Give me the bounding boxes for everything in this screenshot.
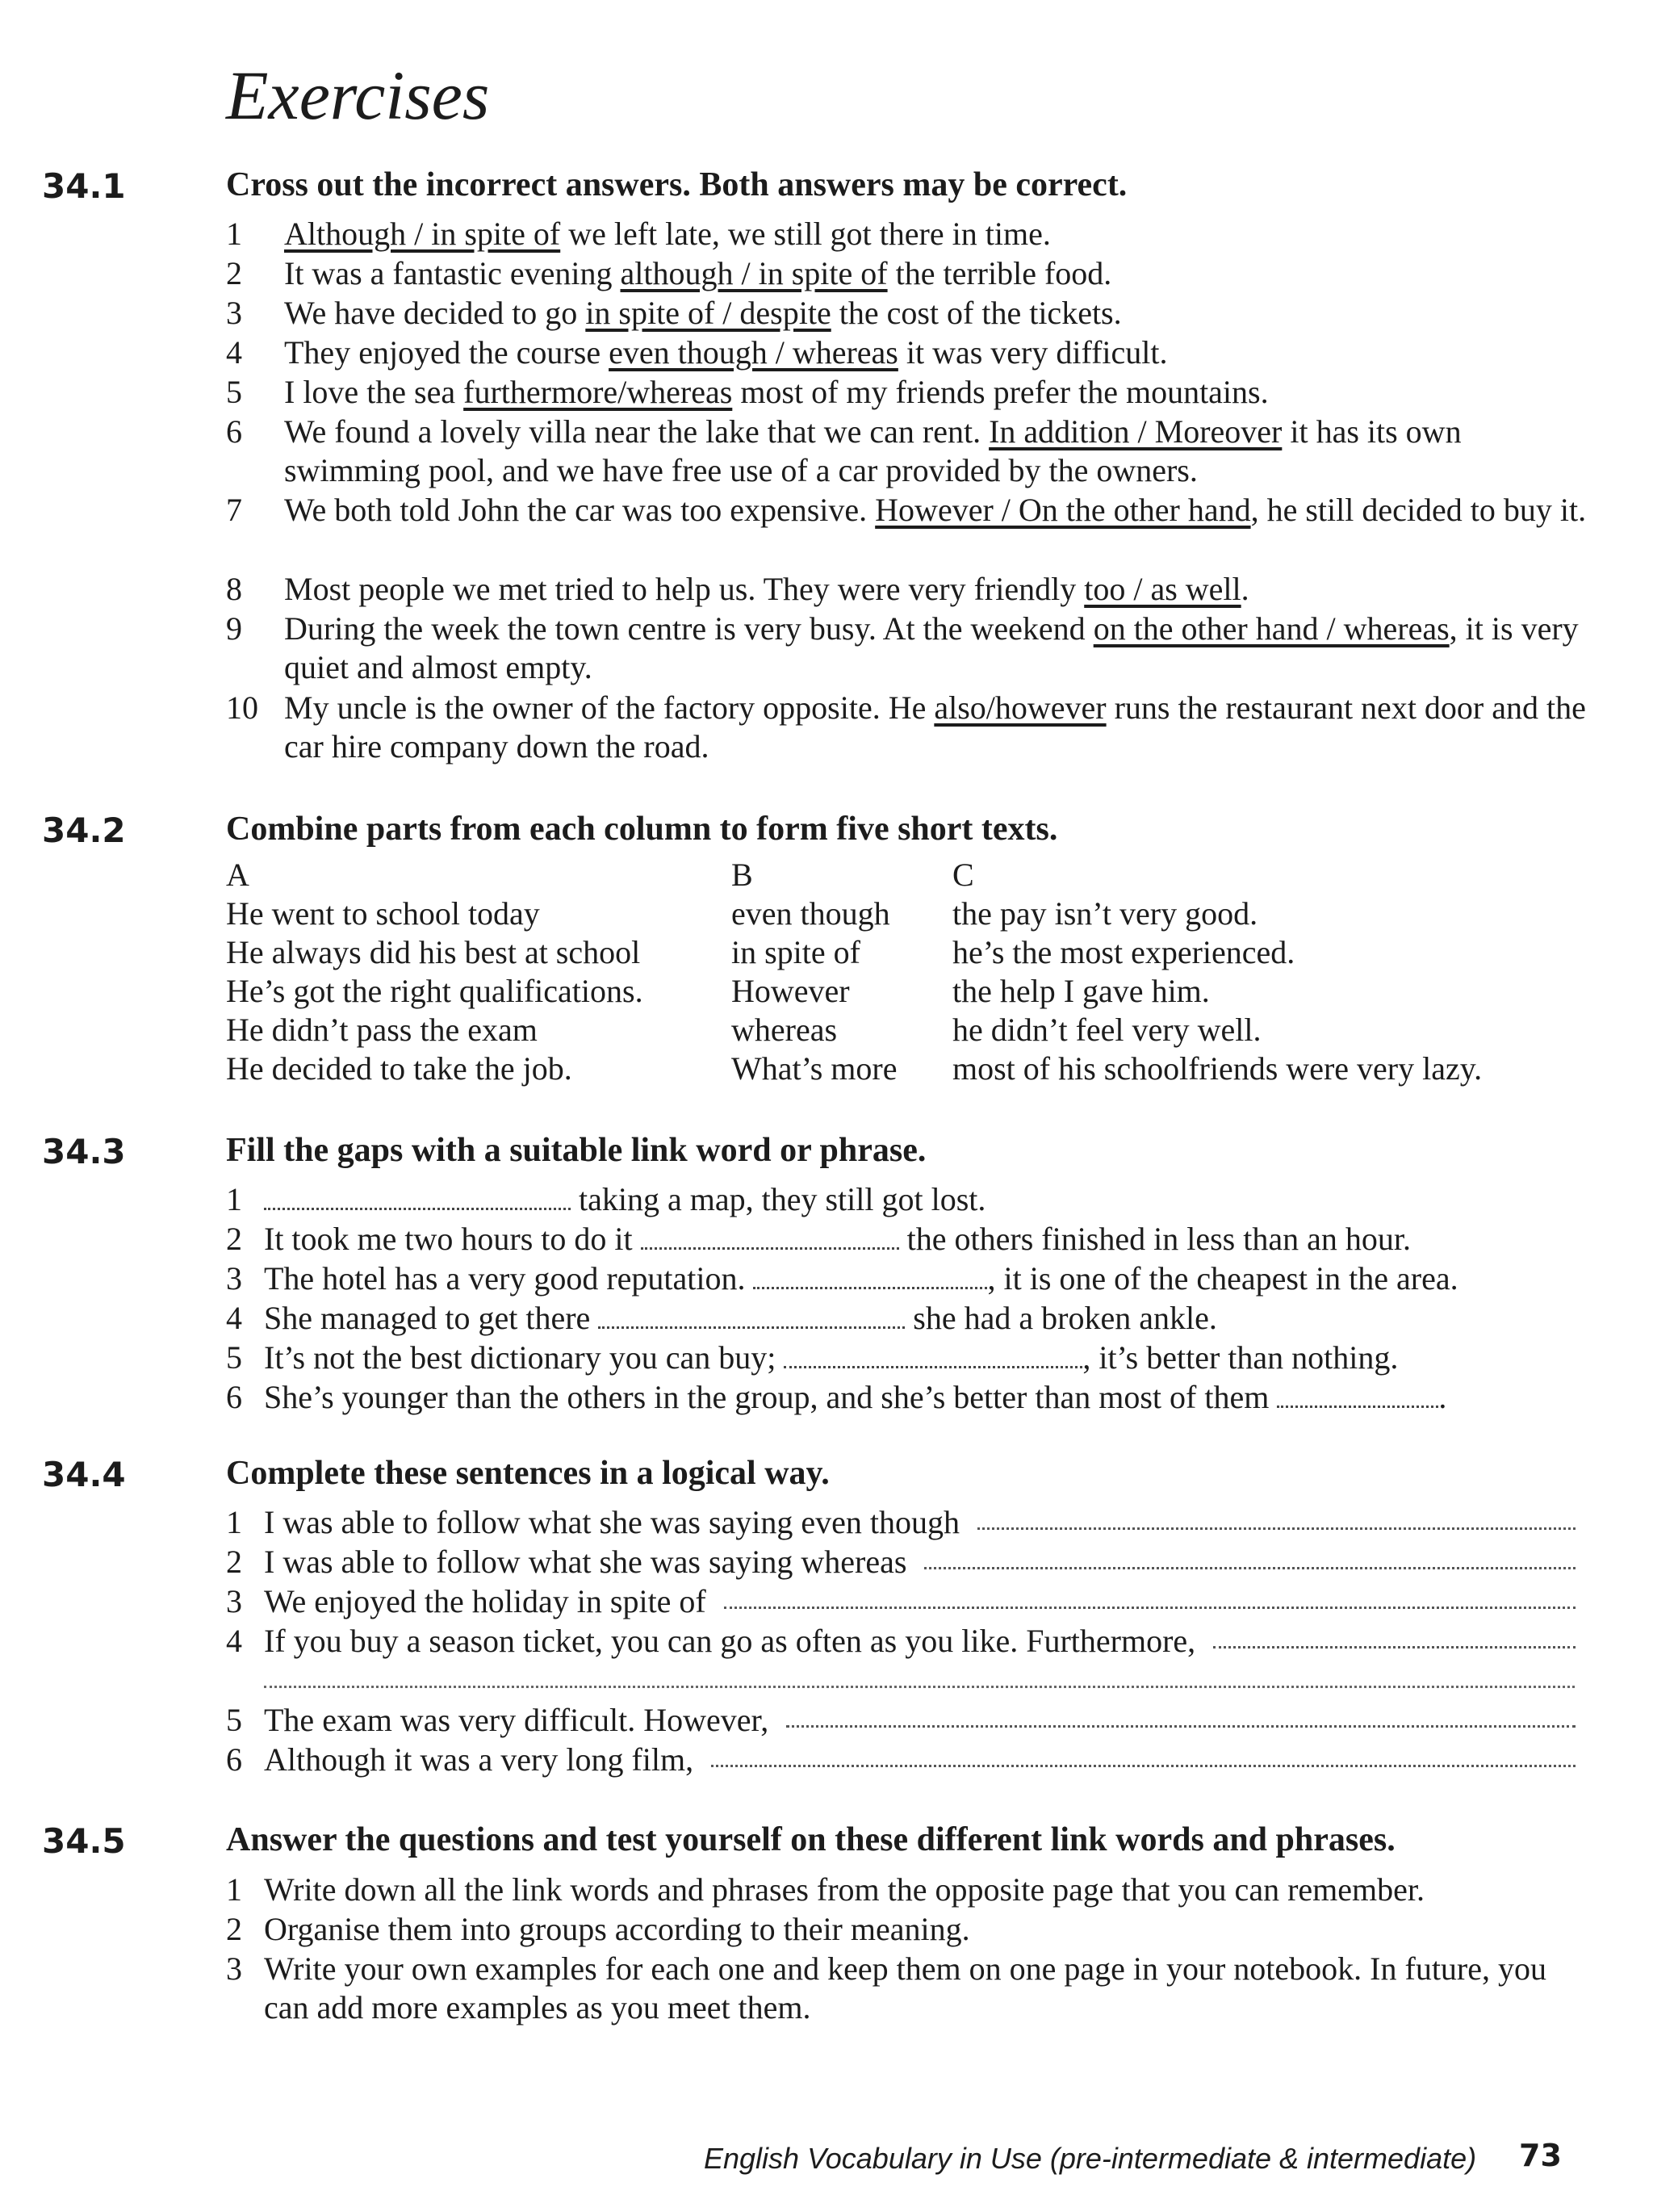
exercise-item (226, 1582, 1576, 1621)
item-text-before: We both told John the car was too expensive. (284, 492, 876, 528)
exercise-item (226, 333, 1598, 372)
answer-line[interactable] (264, 1686, 1575, 1688)
item-text-after: . (1438, 1379, 1447, 1415)
column-cell: the help I gave him. (952, 973, 1210, 1009)
item-text (226, 413, 1598, 490)
answer-choice[interactable]: furthermore/whereas (463, 374, 733, 410)
exercise-item (226, 1259, 1598, 1298)
item-text: The exam was very difficult. However, (264, 1702, 769, 1738)
item-text (226, 333, 1598, 372)
exercise-item (226, 254, 1598, 293)
answer-line[interactable] (786, 1701, 1576, 1728)
item-text (226, 1582, 1576, 1621)
column-cell: in spite of (731, 934, 860, 970)
column-cell: the pay isn’t very good. (952, 895, 1258, 932)
page-number: 73 (1519, 2138, 1562, 2173)
item-text: I was able to follow what she was saying even though (264, 1504, 960, 1540)
item-text (226, 1220, 1598, 1259)
exercise-item (226, 1622, 1576, 1661)
item-number: 2 (226, 1544, 242, 1580)
item-number: 4 (226, 1623, 242, 1659)
column-cell: He’s got the right qualifications. (226, 973, 643, 1009)
item-text-before: I love the sea (284, 374, 464, 410)
item-number: 3 (226, 295, 242, 331)
item-text (226, 1503, 1576, 1542)
exercise-item (226, 413, 1598, 490)
answer-choice[interactable]: even though / whereas (609, 334, 898, 371)
exercise-item (226, 1180, 1598, 1219)
item-text (226, 1259, 1598, 1298)
column-c (952, 856, 1482, 1088)
item-number: 1 (226, 1871, 242, 1908)
item-text (226, 1180, 1598, 1219)
item-text-before: It took me two hours to do it (264, 1221, 641, 1257)
exercise-item (226, 294, 1598, 333)
item-text (226, 294, 1598, 333)
item-text (226, 1378, 1598, 1417)
item-text-before: Most people we met tried to help us. They were very friendly (284, 571, 1085, 607)
item-text-after: she had a broken ankle. (905, 1300, 1217, 1336)
exercise-item (226, 1543, 1576, 1581)
item-text-before: It’s not the best dictionary you can buy; (264, 1339, 785, 1376)
item-text (226, 1701, 1576, 1740)
exercise-item (226, 1871, 1598, 1909)
exercise-item (226, 570, 1598, 609)
column-header: A (226, 857, 249, 893)
column-a (226, 856, 643, 1088)
item-text-after: runs the restaurant next door and the car hire company down the road. (284, 689, 1586, 765)
item-number: 7 (226, 492, 242, 528)
item-text-after: , he still decided to buy it. (1250, 492, 1587, 528)
answer-choice[interactable]: although / in spite of (620, 255, 888, 291)
item-text: Write your own examples for each one and keep them on one page in your notebook. In future, you can add more examples as you meet them. (264, 1950, 1547, 2026)
item-text-after: it was very difficult. (898, 334, 1168, 371)
item-text-before: We have decided to go (284, 295, 586, 331)
item-number: 2 (226, 1221, 242, 1257)
column-cell: he’s the most experienced. (952, 934, 1295, 970)
column-cell: even though (731, 895, 890, 932)
item-text (226, 1299, 1598, 1338)
item-number: 8 (226, 571, 242, 607)
gap-field[interactable] (598, 1302, 905, 1329)
item-text-before: My uncle is the owner of the factory opposite. He (284, 689, 935, 726)
item-number: 10 (226, 689, 258, 726)
exercise-instruction: Combine parts from each column to form five short texts. (226, 811, 1058, 848)
item-text-before: She managed to get there (264, 1300, 599, 1336)
item-number: 1 (226, 1504, 242, 1540)
item-text-after: , it is one of the cheapest in the area. (987, 1260, 1458, 1297)
exercise-instruction: Fill the gaps with a suitable link word or phrase. (226, 1132, 927, 1169)
column-cell: he didn’t feel very well. (952, 1012, 1262, 1048)
item-text (226, 1339, 1598, 1377)
answer-choice[interactable]: in spite of / despite (585, 295, 831, 331)
item-text: I was able to follow what she was saying whereas (264, 1544, 907, 1580)
exercise-item (226, 610, 1598, 687)
item-text-after: , it’s better than nothing. (1082, 1339, 1399, 1376)
item-text-after: most of my friends prefer the mountains. (732, 374, 1269, 410)
item-text-before: During the week the town centre is very busy. At the weekend (284, 610, 1094, 647)
item-text-after: , it is very quiet and almost empty. (284, 610, 1579, 685)
item-text: Although it was a very long film, (264, 1741, 694, 1778)
exercise-item (226, 1220, 1598, 1259)
item-number: 2 (226, 1911, 242, 1947)
exercise-item (226, 1910, 1598, 1949)
item-text (226, 215, 1598, 253)
exercise-item (226, 1503, 1576, 1542)
item-text (226, 491, 1598, 530)
column-cell: However (731, 973, 850, 1009)
book-title: English Vocabulary in Use (pre-intermediate & intermediate) (704, 2142, 1477, 2175)
item-text-after: the cost of the tickets. (831, 295, 1122, 331)
exercise-item (226, 689, 1598, 766)
item-number: 6 (226, 1741, 242, 1778)
answer-choice[interactable]: In addition / Moreover (989, 413, 1283, 450)
item-text (226, 610, 1598, 687)
item-text: If you buy a season ticket, you can go as often as you like. Furthermore, (264, 1623, 1196, 1659)
exercise-item (226, 1339, 1598, 1377)
column-header: B (731, 857, 753, 893)
item-number: 5 (226, 1702, 242, 1738)
column-cell: whereas (731, 1012, 838, 1048)
exercise-instruction: Complete these sentences in a logical way. (226, 1455, 830, 1492)
exercise-item (226, 1378, 1598, 1417)
exercise-number: 34.1 (42, 166, 126, 206)
exercise-number: 34.4 (42, 1455, 126, 1494)
exercise-item (226, 215, 1598, 253)
item-text-after: it has its own swimming pool, and we have free use of a car provided by the owners. (284, 413, 1462, 488)
exercise-item (226, 373, 1598, 412)
item-text-before: The hotel has a very good reputation. (264, 1260, 754, 1297)
item-text-after: taking a map, they still got lost. (571, 1181, 986, 1217)
item-number: 1 (226, 1181, 242, 1217)
answer-line[interactable] (1213, 1622, 1576, 1649)
item-number: 9 (226, 610, 242, 647)
item-text-before: They enjoyed the course (284, 334, 609, 371)
column-b (731, 856, 898, 1088)
column-cell: He decided to take the job. (226, 1050, 572, 1087)
item-number: 4 (226, 334, 242, 371)
exercise-number: 34.2 (42, 811, 126, 850)
item-text (226, 254, 1598, 293)
answer-choice[interactable]: Although / in spite of (284, 216, 561, 252)
item-number: 3 (226, 1260, 242, 1297)
item-text-before: We found a lovely villa near the lake that we can rent. (284, 413, 990, 450)
item-text-after: the others finished in less than an hour. (898, 1221, 1411, 1257)
item-number: 3 (226, 1583, 242, 1619)
exercise-item (226, 1950, 1598, 2027)
exercise-item (226, 1701, 1576, 1740)
column-header: C (952, 857, 974, 893)
item-text: Organise them into groups according to their meaning. (264, 1911, 970, 1947)
answer-line[interactable] (711, 1741, 1576, 1767)
item-text-after: the terrible food. (887, 255, 1112, 291)
item-text-before: It was a fantastic evening (284, 255, 621, 291)
item-text (226, 1622, 1576, 1661)
answer-choice[interactable]: However / On the other hand (875, 492, 1251, 528)
column-cell: He went to school today (226, 895, 540, 932)
page-title: Exercises (226, 57, 490, 134)
item-number: 3 (226, 1950, 242, 1987)
column-cell: He didn’t pass the exam (226, 1012, 538, 1048)
gap-field[interactable] (1277, 1381, 1438, 1408)
item-number: 6 (226, 1379, 242, 1415)
gap-field[interactable] (264, 1184, 571, 1210)
answer-line[interactable] (977, 1503, 1576, 1530)
answer-line[interactable] (724, 1582, 1576, 1609)
item-text-after: . (1241, 571, 1249, 607)
exercise-number: 34.3 (42, 1132, 126, 1171)
item-text (226, 1741, 1576, 1779)
exercise-item (226, 1741, 1576, 1779)
exercise-instruction: Answer the questions and test yourself on these different link words and phrases. (226, 1821, 1396, 1858)
answer-choice[interactable]: on the other hand / whereas (1093, 610, 1450, 647)
item-text (226, 1543, 1576, 1581)
column-cell: What’s more (731, 1050, 898, 1087)
gap-field[interactable] (784, 1342, 1082, 1368)
item-number: 6 (226, 413, 242, 450)
column-cell: He always did his best at school (226, 934, 641, 970)
answer-line[interactable] (924, 1543, 1576, 1569)
item-text (226, 689, 1598, 766)
item-text (226, 373, 1598, 412)
item-number: 5 (226, 1339, 242, 1376)
exercise-instruction: Cross out the incorrect answers. Both answers may be correct. (226, 166, 1128, 203)
item-text: We enjoyed the holiday in spite of (264, 1583, 706, 1619)
gap-field[interactable] (753, 1263, 987, 1289)
answer-choice[interactable]: too / as well (1084, 571, 1241, 607)
item-number: 2 (226, 255, 242, 291)
exercise-item (226, 1299, 1598, 1338)
gap-field[interactable] (641, 1223, 899, 1250)
item-text-before: She’s younger than the others in the group, and she’s better than most of them (264, 1379, 1278, 1415)
exercise-item (226, 491, 1598, 530)
item-text (226, 570, 1598, 609)
exercise-number: 34.5 (42, 1821, 126, 1861)
item-text: Write down all the link words and phrases from the opposite page that you can remember. (264, 1871, 1425, 1908)
item-text-after: we left late, we still got there in time. (560, 216, 1051, 252)
answer-choice[interactable]: also/however (934, 689, 1107, 726)
item-number: 1 (226, 216, 242, 252)
item-number: 5 (226, 374, 242, 410)
item-number: 4 (226, 1300, 242, 1336)
column-cell: most of his schoolfriends were very lazy. (952, 1050, 1483, 1087)
